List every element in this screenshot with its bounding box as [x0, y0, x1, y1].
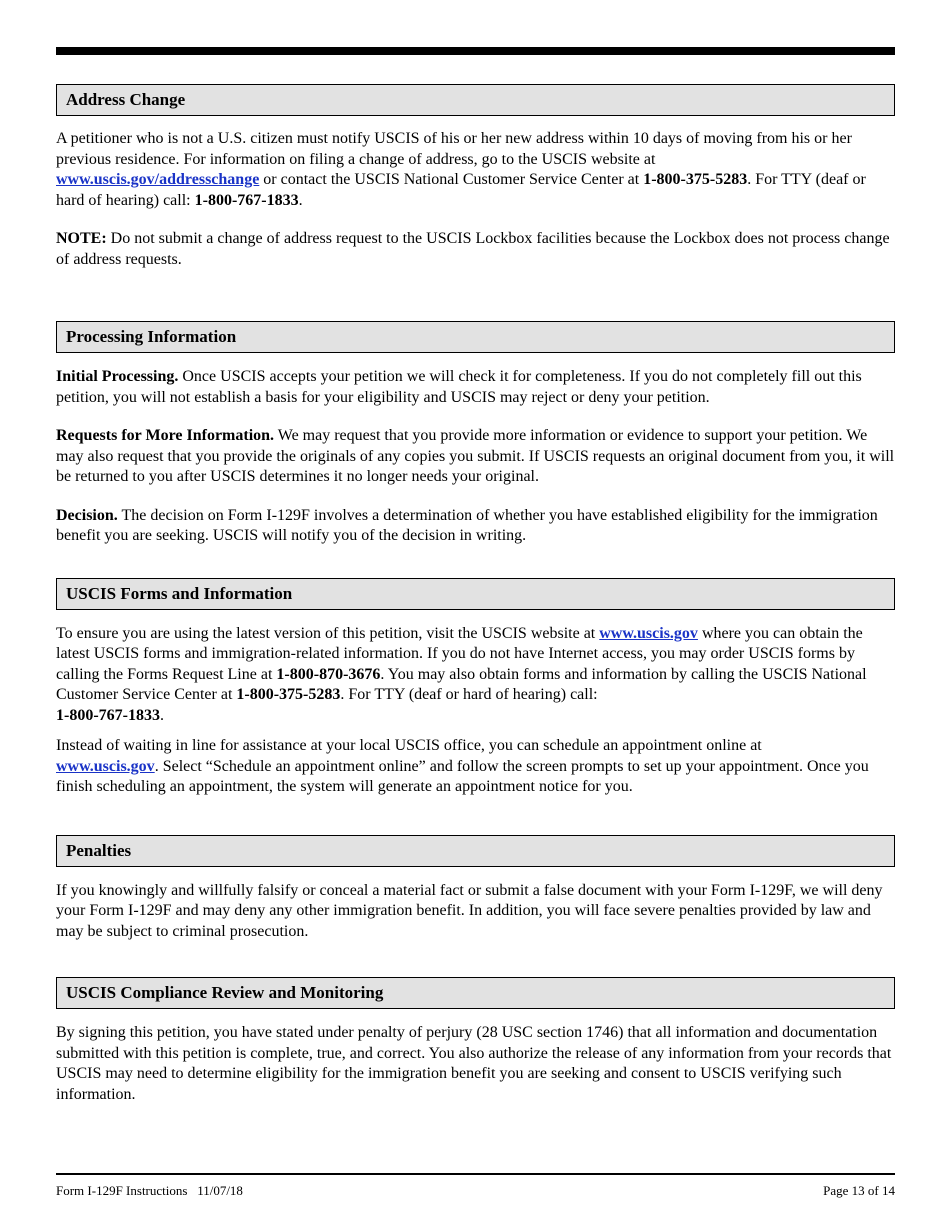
penalties-paragraph: If you knowingly and willfully falsify or conceal a material fact or submit a false document with your Form I-129F, we will deny your Form I-129F and may deny any other immigration benefit. In addition, you will face severe penalties provided by law and may be subject to criminal prosecution. [56, 881, 883, 940]
initial-processing-paragraph [56, 367, 895, 408]
section-header-penalties: Penalties [56, 835, 895, 867]
address-change-paragraph [56, 129, 895, 211]
page-footer [56, 1183, 895, 1199]
decision-paragraph [56, 506, 895, 547]
footer-rule [56, 1173, 895, 1175]
text-span: . [159, 706, 164, 724]
text-span: Instead of waiting in line for assistance at your local USCIS office, you can schedule an appointment online at [56, 737, 762, 754]
text-span: The decision on Form I-129F involves a determination of whether you have established eligibility for the immigration benefit you are seeking. USCIS will notify you of the decision in writing. [56, 506, 878, 544]
text-span: where you can obtain the latest USCIS forms and immigration-related information. If you do not have Internet access, you may order USCIS forms by calling the Forms Request Line at [56, 624, 863, 683]
text-span: . For TTY (deaf or hard of hearing) call: [340, 686, 598, 703]
text-span: Once USCIS accepts your petition we will check it for completeness. If you do not completely fill out this petition, you will not establish a basis for your eligibility and USCIS may reject or deny your petition. [56, 368, 862, 406]
section-header-compliance: USCIS Compliance Review and Monitoring [56, 977, 895, 1009]
tty-phone-number: 1-800-767-1833 [194, 191, 299, 209]
text-span: . For TTY (deaf or hard of hearing) call: [56, 171, 866, 209]
uscis-website-link[interactable]: www.uscis.gov [599, 624, 698, 642]
tty-phone-number: 1-800-767-1833 [56, 706, 160, 724]
phone-number: 1-800-375-5283 [236, 686, 341, 703]
text-span: . [298, 191, 303, 209]
text-span: To ensure you are using the latest version of this petition, visit the USCIS website at [56, 624, 600, 642]
address-change-link[interactable]: www.uscis.gov/addresschange [56, 171, 260, 188]
requests-paragraph [56, 426, 895, 488]
appointment-paragraph [56, 736, 895, 798]
section-header-address-change: Address Change [56, 84, 895, 116]
uscis-appointment-link[interactable]: www.uscis.gov [56, 757, 155, 775]
form-edition: Form I-129F Instructions 11/07/18 [56, 1183, 243, 1198]
forms-request-phone: 1-800-870-3676 [276, 665, 381, 683]
text-span: or contact the USCIS National Customer Service Center at [259, 171, 644, 188]
top-rule [56, 47, 895, 55]
text-span: A petitioner who is not a U.S. citizen must notify USCIS of his or her new address within 10 days of moving from his or her previous residence. For information on filing a change of address, go to the USCIS website at [56, 130, 852, 168]
note-text: Do not submit a change of address request to the USCIS Lockbox facilities because the Lockbox does not process change of address requests. [56, 230, 890, 268]
text-span: . Select “Schedule an appointment online” and follow the screen prompts to set up your appointment. Once you finish scheduling an appointment, the system will generate an appointment notice for you. [56, 757, 869, 795]
forms-paragraph [56, 624, 895, 727]
requests-label: Requests for More Information. [56, 427, 275, 444]
note-paragraph [56, 229, 895, 270]
phone-number: 1-800-375-5283 [643, 171, 748, 188]
document-body [56, 84, 895, 1105]
text-span: We may request that you provide more information or evidence to support your petition. We may also request that you provide the originals of any copies you submit. If USCIS requests an original document from you, it will be returned to you after USCIS determines it no longer needs your original. [56, 427, 895, 485]
initial-processing-label: Initial Processing. [56, 368, 179, 385]
note-label: NOTE: [56, 230, 107, 247]
section-header-processing: Processing Information [56, 321, 895, 353]
text-span: . You may also obtain forms and information by calling the USCIS National Customer Service Center at [56, 665, 867, 703]
page-number: Page 13 of 14 [823, 1183, 895, 1198]
decision-label: Decision. [56, 506, 118, 524]
compliance-paragraph: By signing this petition, you have stated under penalty of perjury (28 USC section 1746) that all information and documentation submitted with this petition is complete, true, and correct. You also authorize the release of any information from your records that USCIS may need to determine eligibility for the immigration benefit you are seeking and consent to USCIS verifying such information. [56, 1024, 892, 1103]
section-header-forms: USCIS Forms and Information [56, 578, 895, 610]
